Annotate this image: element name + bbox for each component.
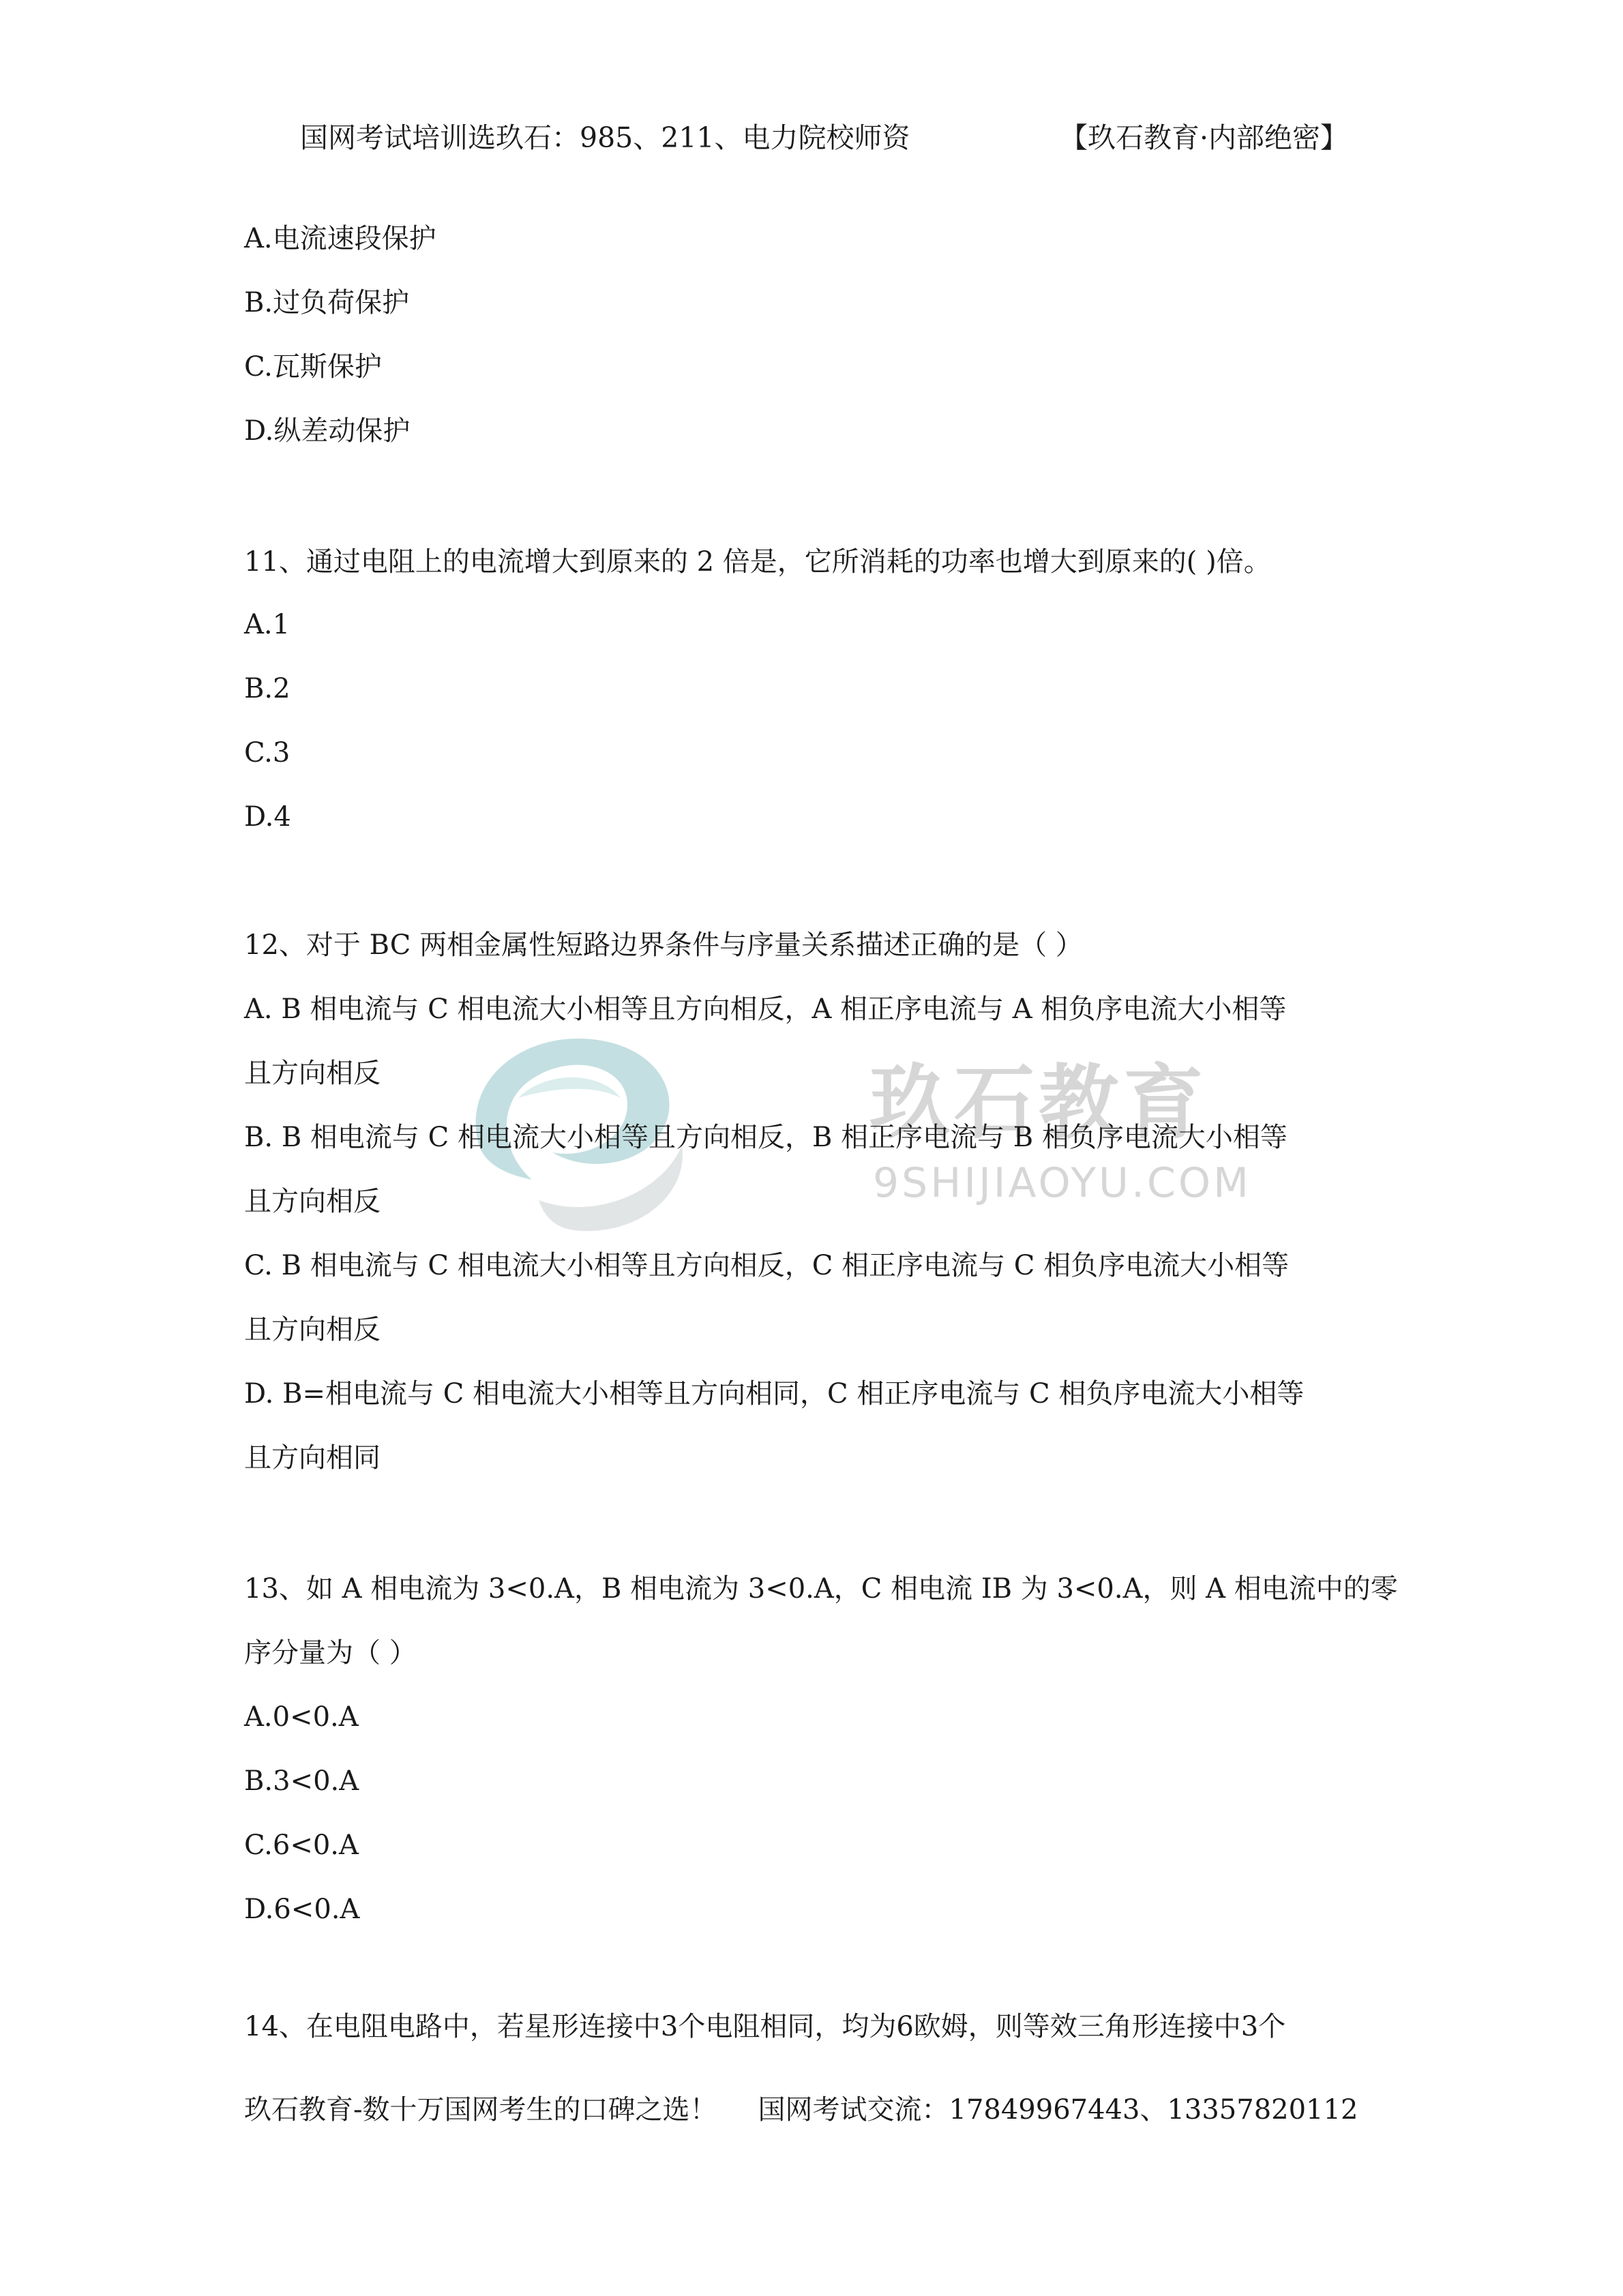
q10-option-c: C.瓦斯保护 <box>244 351 382 383</box>
q10-option-d: D.纵差动保护 <box>244 415 411 447</box>
watermark-brand: 玖石教育 <box>869 1056 1208 1150</box>
q12-stem: 12、对于 BC 两相金属性短路边界条件与序量关系描述正确的是（ ） <box>244 929 1083 961</box>
q11-option-a: A.1 <box>244 609 291 640</box>
q11-stem: 11、通过电阻上的电流增大到原来的 2 倍是，它所消耗的功率也增大到原来的( )倍。 <box>244 546 1271 578</box>
q12-option-b-cont: 且方向相反 <box>244 1186 381 1217</box>
q11-option-b: B.2 <box>244 673 291 704</box>
watermark-url: 9SHIJIAOYU.COM <box>873 1159 1251 1207</box>
q13-option-a: A.0<0.A <box>244 1701 359 1733</box>
q12-option-a-cont: 且方向相反 <box>244 1058 381 1089</box>
q12-option-b: B. B 相电流与 C 相电流大小相等且方向相反，B 相正序电流与 B 相负序电流大小相等 <box>244 1122 1287 1153</box>
q11-option-d: D.4 <box>244 801 291 833</box>
q13-stem-cont: 序分量为（ ） <box>244 1637 417 1669</box>
q12-option-d: D. B=相电流与 C 相电流大小相等且方向相同，C 相正序电流与 C 相负序电流大小相等 <box>244 1378 1305 1410</box>
q12-option-d-cont: 且方向相同 <box>244 1442 381 1474</box>
header-left: 国网考试培训选玖石：985、211、电力院校师资 <box>300 121 910 154</box>
q10-option-a: A.电流速段保护 <box>244 223 436 254</box>
q12-option-a: A. B 相电流与 C 相电流大小相等且方向相反，A 相正序电流与 A 相负序电流大小相等 <box>244 994 1287 1025</box>
footer-right: 国网考试交流：17849967443、13357820112 <box>758 2094 1358 2126</box>
footer-left: 玖石教育-数十万国网考生的口碑之选！ <box>244 2094 717 2126</box>
q13-option-b: B.3<0.A <box>244 1765 359 1797</box>
q12-option-c-cont: 且方向相反 <box>244 1314 381 1345</box>
q13-option-c: C.6<0.A <box>244 1830 359 1861</box>
q11-option-c: C.3 <box>244 737 291 769</box>
q10-option-b: B.过负荷保护 <box>244 287 410 318</box>
q13-option-d: D.6<0.A <box>244 1894 360 1925</box>
header-right: 【玖石教育·内部绝密】 <box>1060 121 1349 154</box>
q12-option-c: C. B 相电流与 C 相电流大小相等且方向相反，C 相正序电流与 C 相负序电流大小相等 <box>244 1250 1290 1281</box>
q13-stem: 13、如 A 相电流为 3<0.A，B 相电流为 3<0.A，C 相电流 IB 为 3<0.A，则 A 相电流中的零 <box>244 1573 1398 1605</box>
q14-stem: 14、在电阻电路中，若星形连接中3个电阻相同，均为6欧姆，则等效三角形连接中3个 <box>244 2011 1286 2042</box>
footer <box>244 2089 1358 2130</box>
